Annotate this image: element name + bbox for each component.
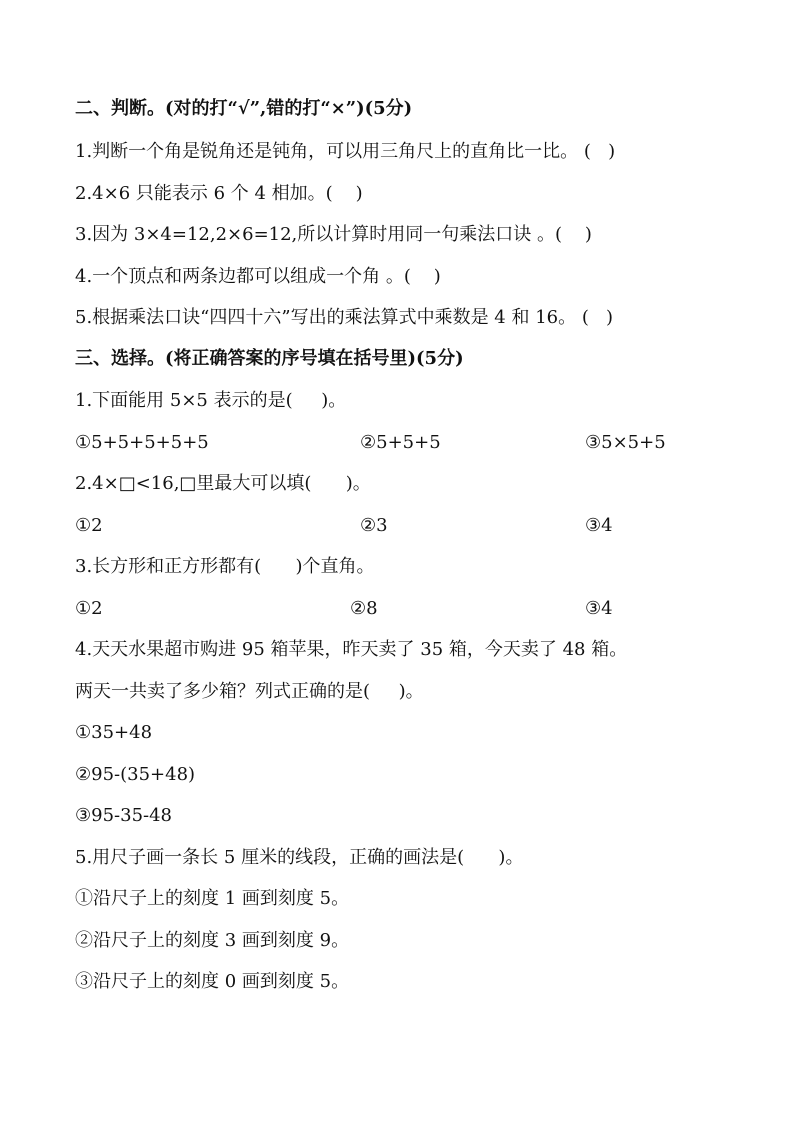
judgment-item-2: 2.4×6 只能表示 6 个 4 相加。( ): [75, 183, 363, 204]
judgment-item-3: 3.因为 3×4=12,2×6=12,所以计算时用同一句乘法口诀 。( ): [75, 224, 592, 245]
q4-option-a: ①35+48: [75, 722, 153, 743]
q2-option-b: ②3: [360, 515, 388, 536]
q1-option-c: ③5×5+5: [585, 432, 666, 453]
judgment-item-5: 5.根据乘法口诀“四四十六”写出的乘法算式中乘数是 4 和 16。 ( ): [75, 307, 614, 328]
choice-question-4-line-1: 4.天天水果超市购进 95 箱苹果，昨天卖了 35 箱，今天卖了 48 箱。: [75, 639, 628, 660]
q5-option-a: ①沿尺子上的刻度 1 画到刻度 5。: [75, 888, 350, 909]
section-3-heading: 三、选择。(将正确答案的序号填在括号里)(5分): [75, 348, 464, 369]
choice-question-4-line-2: 两天一共卖了多少箱？列式正确的是( )。: [75, 681, 424, 702]
choice-question-3: 3.长方形和正方形都有( )个直角。: [75, 556, 375, 577]
q2-option-a: ①2: [75, 515, 103, 536]
q5-option-b: ②沿尺子上的刻度 3 画到刻度 9。: [75, 930, 350, 951]
judgment-item-1: 1.判断一个角是锐角还是钝角，可以用三角尺上的直角比一比。 ( ): [75, 141, 616, 162]
section-2-heading: 二、判断。(对的打“√”,错的打“×”)(5分): [75, 98, 413, 119]
q2-option-c: ③4: [585, 515, 613, 536]
q3-option-b: ②8: [350, 598, 378, 619]
q4-option-b: ②95-(35+48): [75, 764, 196, 785]
choice-question-5: 5.用尺子画一条长 5 厘米的线段，正确的画法是( )。: [75, 847, 524, 868]
q4-option-c: ③95-35-48: [75, 805, 173, 826]
q3-option-a: ①2: [75, 598, 103, 619]
judgment-item-4: 4.一个顶点和两条边都可以组成一个角 。( ): [75, 266, 441, 287]
choice-question-1: 1.下面能用 5×5 表示的是( )。: [75, 390, 347, 411]
choice-question-2: 2.4×□<16,□里最大可以填( )。: [75, 473, 371, 494]
q1-option-b: ②5+5+5: [360, 432, 441, 453]
q1-option-a: ①5+5+5+5+5: [75, 432, 209, 453]
q3-option-c: ③4: [585, 598, 613, 619]
q5-option-c: ③沿尺子上的刻度 0 画到刻度 5。: [75, 971, 350, 992]
